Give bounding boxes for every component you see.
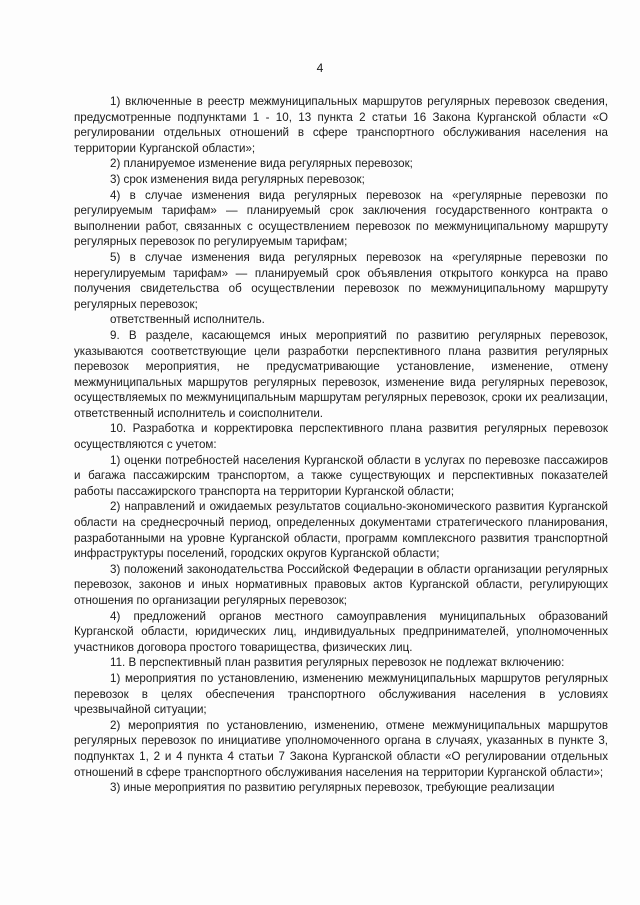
paragraph: 10. Разработка и корректировка перспективного плана развития регулярных перевозок осуществляются с учетом: bbox=[74, 422, 608, 452]
document-body bbox=[74, 94, 608, 796]
paragraph: 3) иные мероприятия по развитию регулярных перевозок, требующие реализации bbox=[110, 781, 555, 795]
paragraph: 2) планируемое изменение вида регулярных перевозок; bbox=[110, 157, 413, 171]
paragraph: 11. В перспективный план развития регулярных перевозок не подлежат включению: bbox=[110, 656, 565, 670]
paragraph: 5) в случае изменения вида регулярных перевозок на «регулярные перевозки по нерегулируемым тарифам» — планируемый срок объявления открытого конкурса на право получения свидетельства об осуществлении перевозок по межмуниципальному маршруту регулярных перевозок; bbox=[74, 250, 608, 311]
paragraph: 2) направлений и ожидаемых результатов социально-экономического развития Курганской области на среднесрочный период, определенных документами стратегического планирования, разработанными на уровне Курганской области, программ комплексного развития транспортной инфраструктуры поселений, городских округов Курганской области; bbox=[74, 500, 608, 561]
paragraph: 1) мероприятия по установлению, изменению межмуниципальных маршрутов регулярных перевозок в целях обеспечения транспортного обслуживания населения в условиях чрезвычайной ситуации; bbox=[74, 671, 608, 717]
paragraph: ответственный исполнитель. bbox=[110, 313, 265, 327]
paragraph: 3) положений законодательства Российской Федерации в области организации регулярных перевозок, законов и иных нормативных правовых актов Курганской области, регулирующих отношения по организации регулярных перевозок; bbox=[74, 562, 608, 607]
paragraph: 9. В разделе, касающемся иных мероприятий по развитию регулярных перевозок, указываются соответствующие цели разработки перспективного плана развития регулярных перевозок мероприятия, не предусматривающие установление, изменение, отмену межмуниципальных маршрутов регулярных перевозок, изменение вида регулярных перевозок, осуществляемых по межмуниципальным маршрутам регулярных перевозок, сроки их реализации, ответственный исполнитель и соисполнители. bbox=[74, 328, 608, 420]
paragraph: 2) мероприятия по установлению, изменению, отмене межмуниципальных маршрутов регулярных перевозок по инициативе уполномоченного органа в случаях, указанных в пункте 3, подпунктах 1, 2 и 4 пункта 4 статьи 7 Закона Курганской области «О регулировании отдельных отношений в сфере транспортного обслуживания населения на территории Курганской области»; bbox=[74, 718, 608, 779]
paragraph: 1) включенные в реестр межмуниципальных маршрутов регулярных перевозок сведения, предусмотренные подпунктами 1 - 10, 13 пункта 2 статьи 16 Закона Курганской области «О регулировании отдельных отношений в сфере транспортного обслуживания населения на территории Курганской области»; bbox=[74, 95, 608, 155]
paragraph: 4) в случае изменения вида регулярных перевозок на «регулярные перевозки по регулируемым тарифам» — планируемый срок заключения государственного контракта о выполнении работ, связанных с осуществлением перевозок по межмуниципальному маршруту регулярных перевозок по регулируемым тарифам; bbox=[74, 188, 608, 249]
paragraph: 4) предложений органов местного самоуправления муниципальных образований Курганской области, юридических лиц, индивидуальных предпринимателей, уполномоченных участников договора простого товарищества, физических лиц. bbox=[74, 609, 608, 654]
paragraph: 3) срок изменения вида регулярных перевозок; bbox=[110, 172, 365, 186]
page-number: 4 bbox=[316, 61, 324, 75]
paragraph: 1) оценки потребностей населения Курганской области в услугах по перевозке пассажиров и багажа пассажирским транспортом, а также существующих и перспективных показателей работы пассажирского транспорта на территории Курганской области; bbox=[74, 453, 608, 498]
